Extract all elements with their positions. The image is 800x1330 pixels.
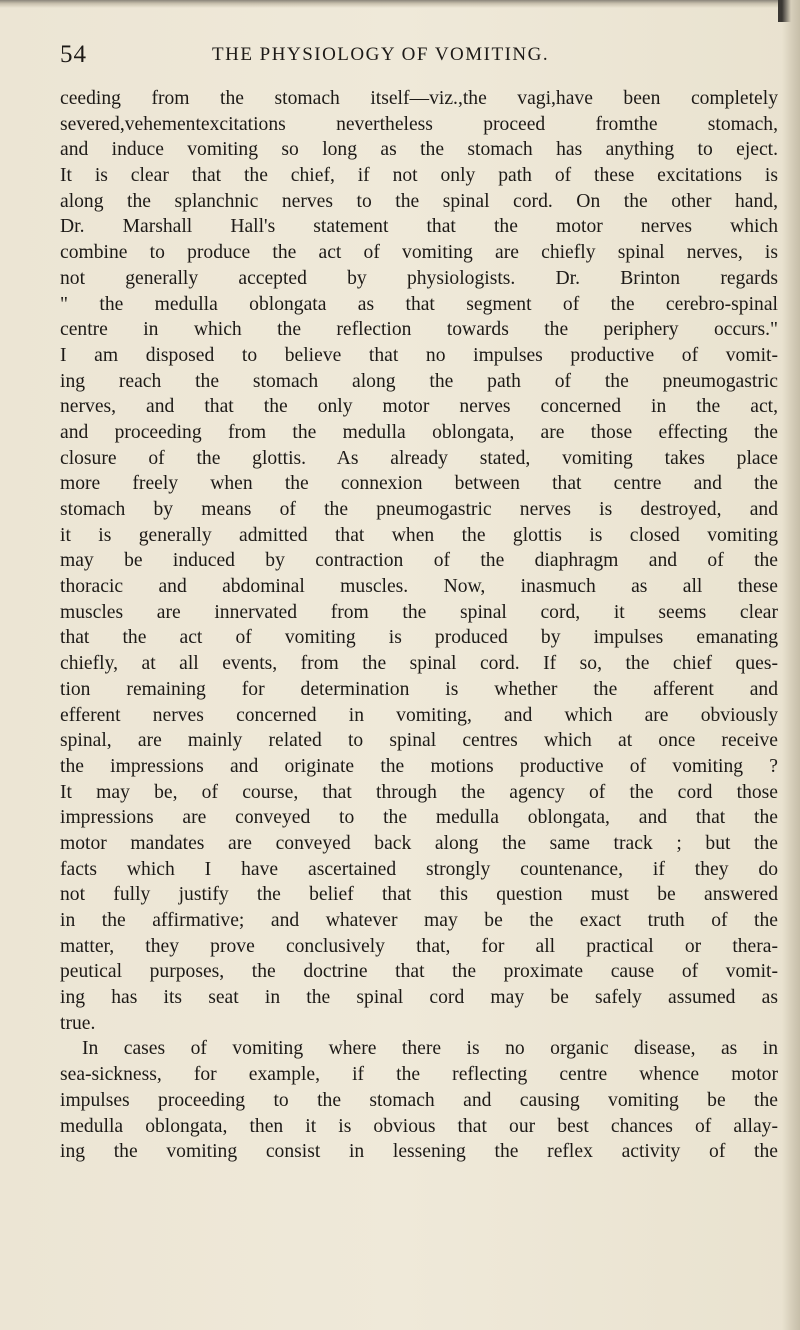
text-line: muscles are innervated from the spinal cord, it seems clear xyxy=(60,601,778,623)
text-line: not generally accepted by physiologists. Dr. Brinton regards xyxy=(60,267,778,289)
text-line: It may be, of course, that through the agency of the cord those xyxy=(60,781,778,803)
text-line: centre in which the reflection towards the periphery occurs." xyxy=(60,319,778,341)
text-line: motor mandates are conveyed back along the same track ; but the xyxy=(60,832,778,854)
text-line: may be induced by contraction of the diaphragm and of the xyxy=(60,550,778,572)
text-line: true. xyxy=(60,1012,96,1034)
text-line: impressions are conveyed to the medulla oblongata, and that the xyxy=(60,807,778,829)
body-text xyxy=(60,86,778,1165)
text-line: along the splanchnic nerves to the spinal cord. On the other hand, xyxy=(60,190,778,212)
text-line: Dr. Marshall Hall's statement that the motor nerves which xyxy=(60,216,778,238)
text-line: and induce vomiting so long as the stomach has anything to eject. xyxy=(60,139,778,161)
text-line: efferent nerves concerned in vomiting, and which are obviously xyxy=(60,704,778,726)
text-line: ing has its seat in the spinal cord may be safely assumed as xyxy=(60,987,778,1009)
text-line: sea-sickness, for example, if the reflecting centre whence motor xyxy=(60,1064,778,1086)
page-number: 54 xyxy=(60,41,87,68)
running-head: THE PHYSIOLOGY OF VOMITING. xyxy=(212,44,550,65)
text-line: ing the vomiting consist in lessening the reflex activity of the xyxy=(60,1141,778,1163)
text-line: thoracic and abdominal muscles. Now, inasmuch as all these xyxy=(60,576,778,598)
text-line: ceeding from the stomach itself—viz.,the vagi,have been completely xyxy=(60,88,778,109)
text-line: stomach by means of the pneumogastric nerves is destroyed, and xyxy=(60,499,778,520)
text-line: spinal, are mainly related to spinal centres which at once receive xyxy=(60,730,778,752)
text-line: It is clear that the chief, if not only path of these excitations is xyxy=(60,165,778,187)
text-line: combine to produce the act of vomiting are chiefly spinal nerves, is xyxy=(60,242,778,264)
text-line: not fully justify the belief that this question must be answered xyxy=(60,884,778,906)
text-line: closure of the glottis. As already stated, vomiting takes place xyxy=(60,447,778,469)
text-line: severed,vehementexcitations nevertheless proceed fromthe stomach, xyxy=(60,113,778,135)
text-line: it is generally admitted that when the glottis is closed vomiting xyxy=(60,524,778,546)
page-top-edge xyxy=(0,0,800,8)
text-line: facts which I have ascertained strongly countenance, if they do xyxy=(60,858,778,880)
text-line: the impressions and originate the motions productive of vomiting ? xyxy=(60,755,778,777)
text-line: peutical purposes, the doctrine that the proximate cause of vomit- xyxy=(60,961,778,983)
text-line: In cases of vomiting where there is no organic disease, as in xyxy=(82,1038,778,1060)
text-line: ing reach the stomach along the path of the pneumogastric xyxy=(60,370,778,392)
text-line: nerves, and that the only motor nerves concerned in the act, xyxy=(60,396,778,418)
text-line: " the medulla oblongata as that segment of the cerebro-spinal xyxy=(60,293,778,315)
text-line: I am disposed to believe that no impulses productive of vomit- xyxy=(60,344,778,366)
text-line: more freely when the connexion between that centre and the xyxy=(60,473,778,495)
text-line: in the affirmative; and whatever may be the exact truth of the xyxy=(60,910,778,931)
text-line: tion remaining for determination is whether the afferent and xyxy=(60,678,778,700)
text-line: medulla oblongata, then it is obvious that our best chances of allay- xyxy=(60,1115,778,1137)
text-line: and proceeding from the medulla oblongata, are those effecting the xyxy=(60,421,778,443)
text-line: matter, they prove conclusively that, for all practical or thera- xyxy=(60,935,778,957)
page-right-edge-shadow xyxy=(782,0,800,1330)
text-line: that the act of vomiting is produced by impulses emanating xyxy=(60,627,778,649)
text-line: impulses proceeding to the stomach and causing vomiting be the xyxy=(60,1089,778,1111)
text-line: chiefly, at all events, from the spinal cord. If so, the chief ques- xyxy=(60,653,778,675)
page-header xyxy=(0,38,800,72)
